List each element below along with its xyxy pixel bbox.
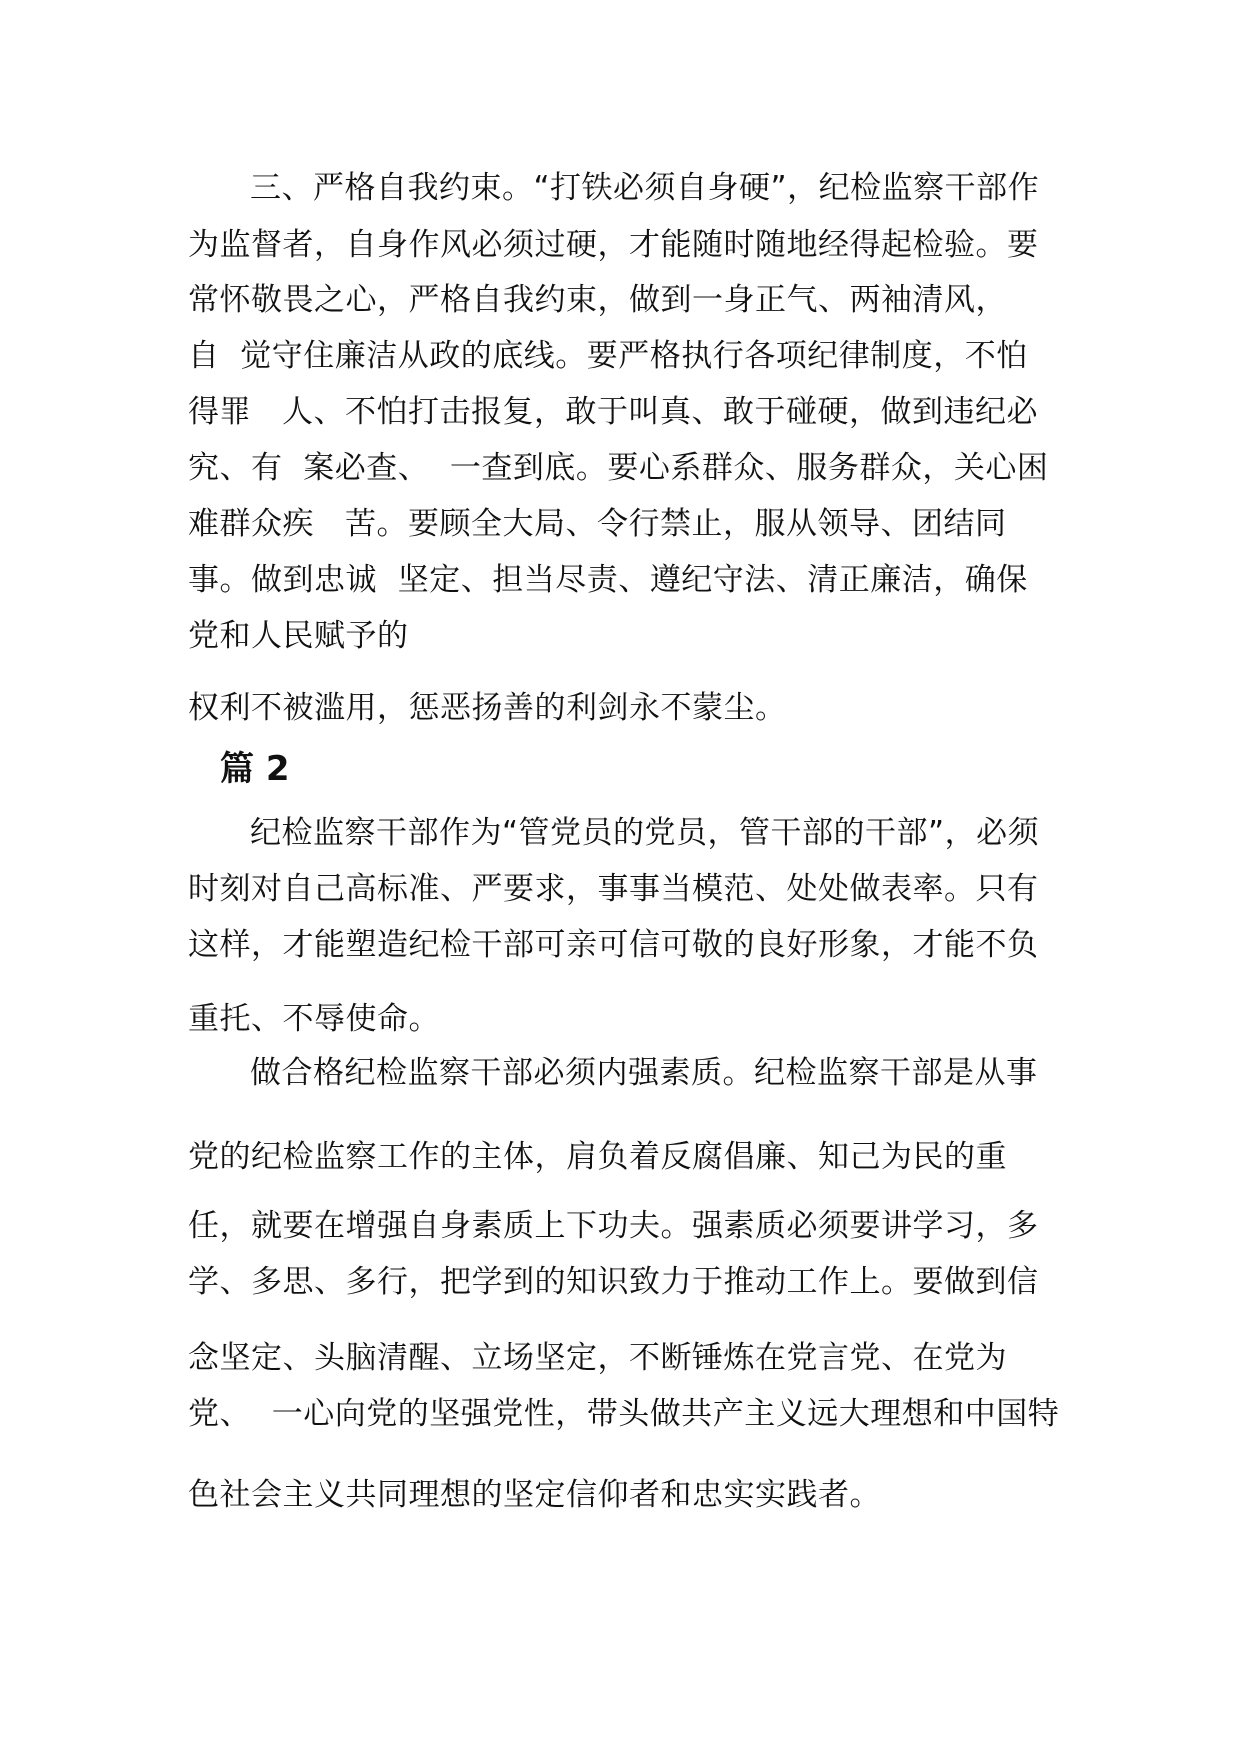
paragraph-line: 念坚定、头脑清醒、立场坚定，不断锤炼在党言党、在党为 <box>188 1340 1007 1376</box>
paragraph-line: 究、有 案必查、 一查到底。要心系群众、服务群众，关心困 <box>188 450 1049 486</box>
paragraph-line: 党的纪检监察工作的主体，肩负着反腐倡廉、知己为民的重 <box>188 1139 1007 1175</box>
paragraph-line: 时刻对自己高标准、严要求，事事当模范、处处做表率。只有 <box>188 871 1039 907</box>
paragraph-line: 这样，才能塑造纪检干部可亲可信可敬的良好形象，才能不负 <box>188 927 1039 963</box>
paragraph-line: 权利不被滥用，惩恶扬善的利剑永不蒙尘。 <box>188 690 787 726</box>
paragraph-line: 为监督者，自身作风必须过硬，才能随时随地经得起检验。要 <box>188 227 1039 263</box>
section-heading: 篇 2 <box>220 749 290 789</box>
paragraph-line: 常怀敬畏之心，严格自我约束，做到一身正气、两袖清风， <box>188 282 1007 318</box>
paragraph-line: 难群众疾 苦。要顾全大局、令行禁止，服从领导、团结同 <box>188 506 1007 542</box>
paragraph-line: 党、 一心向党的坚强党性，带头做共产主义远大理想和中国特 <box>188 1396 1060 1432</box>
paragraph-line: 党和人民赋予的 <box>188 618 409 654</box>
paragraph-line: 自 觉守住廉洁从政的底线。要严格执行各项纪律制度，不怕 <box>188 338 1028 374</box>
paragraph-line: 色社会主义共同理想的坚定信仰者和忠实实践者。 <box>188 1477 881 1513</box>
paragraph-line: 三、严格自我约束。“打铁必须自身硬”，纪检监察干部作 <box>250 170 1040 206</box>
paragraph-line: 学、多思、多行，把学到的知识致力于推动工作上。要做到信 <box>188 1264 1039 1300</box>
paragraph-line: 得罪 人、不怕打击报复，敢于叫真、敢于碰硬，做到违纪必 <box>188 394 1039 430</box>
paragraph-line: 做合格纪检监察干部必须内强素质。纪检监察干部是从事 <box>250 1055 1038 1091</box>
paragraph-line: 重托、不辱使命。 <box>188 1001 440 1037</box>
paragraph-line: 事。做到忠诚 坚定、担当尽责、遵纪守法、清正廉洁，确保 <box>188 562 1028 598</box>
paragraph-line: 任，就要在增强自身素质上下功夫。强素质必须要讲学习，多 <box>188 1208 1039 1244</box>
paragraph-line: 纪检监察干部作为“管党员的党员，管干部的干部”，必须 <box>250 815 1040 851</box>
